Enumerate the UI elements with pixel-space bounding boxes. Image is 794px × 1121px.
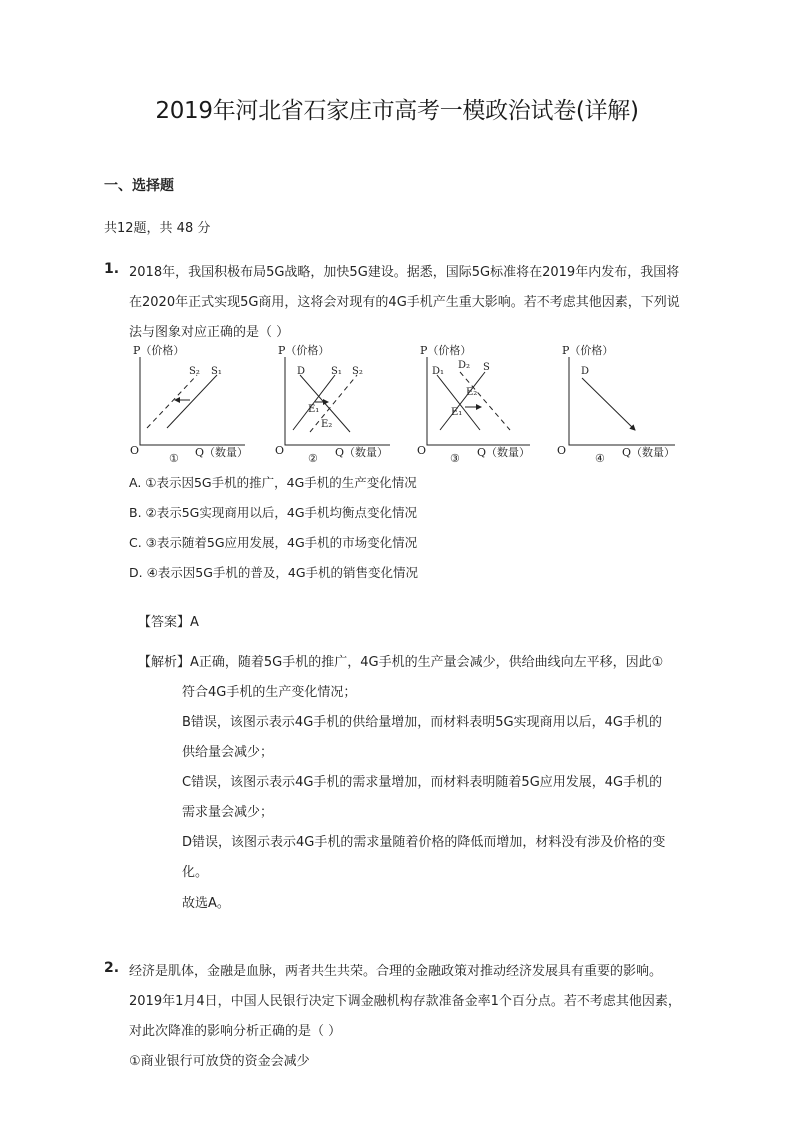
curve-label: S₁ — [331, 366, 342, 377]
origin-label: O — [557, 444, 567, 457]
analysis-line: C错误，该图示表示4G手机的需求量增加，而材料表明随着5G应用发展，4G手机的 — [182, 775, 663, 790]
question-1-number: 1. — [104, 261, 120, 277]
graph-2 — [275, 343, 388, 465]
graph-number: ② — [308, 452, 318, 465]
point-label: E₂ — [466, 387, 478, 398]
question-2-line: 经济是肌体，金融是血脉，两者共生共荣。合理的金融政策对推动经济发展具有重要的影响。 — [129, 964, 663, 979]
curve-label: D — [581, 366, 590, 377]
question-2-line: ①商业银行可放贷的资金会减少 — [129, 1054, 310, 1069]
y-axis-label: P（价格） — [278, 344, 330, 357]
analysis-label: 【解析】 — [138, 655, 191, 670]
analysis-line: 符合4G手机的生产变化情况； — [182, 685, 357, 700]
origin-label: O — [275, 444, 285, 457]
analysis-line: D错误，该图示表示4G手机的需求量随着价格的降低而增加，材料没有涉及价格的变 — [182, 835, 666, 850]
curve-label: S₂ — [352, 366, 363, 377]
page-title: 2019年河北省石家庄市高考一模政治试卷(详解) — [155, 98, 639, 124]
x-axis-label: Q（数量） — [477, 446, 531, 459]
question-1-line: 2018年，我国积极布局5G战略，加快5G建设。据悉，国际5G标准将在2019年内发布，我国将 — [129, 265, 680, 280]
option-a: A. ①表示因5G手机的推广，4G手机的生产变化情况 — [129, 475, 417, 490]
question-2-number: 2. — [104, 960, 120, 976]
curve-label: S — [483, 362, 490, 373]
x-axis-label: Q（数量） — [335, 446, 389, 459]
question-1-line: 法与图象对应正确的是（ ） — [129, 325, 290, 340]
analysis-line: 化。 — [182, 865, 209, 880]
option-b: B. ②表示5G实现商用以后，4G手机均衡点变化情况 — [129, 505, 418, 520]
answer-value: A — [190, 615, 199, 630]
section-heading: 一、选择题 — [104, 178, 174, 194]
y-axis-label: P（价格） — [420, 344, 472, 357]
curve-label: D₁ — [432, 366, 445, 377]
analysis-line: A正确，随着5G手机的推广，4G手机的生产量会减少，供给曲线向左平移，因此① — [190, 655, 664, 670]
graph-1 — [130, 343, 248, 465]
origin-label: O — [130, 444, 140, 457]
graph-4 — [557, 343, 675, 465]
y-axis-label: P（价格） — [133, 344, 185, 357]
question-summary: 共12题，共 48 分 — [104, 221, 211, 236]
graph-3 — [417, 343, 530, 465]
graph-number: ④ — [595, 452, 605, 465]
analysis-line: 需求量会减少； — [182, 805, 274, 820]
supply-demand-graphs — [125, 340, 695, 465]
point-label: E₁ — [308, 404, 320, 415]
analysis-line: 故选A。 — [182, 896, 230, 911]
curve-label: D — [297, 366, 306, 377]
question-2-line: 对此次降准的影响分析正确的是（ ） — [129, 1024, 342, 1039]
curve-label: D₂ — [458, 360, 471, 371]
origin-label: O — [417, 444, 427, 457]
answer-row — [138, 611, 199, 630]
option-c: C. ③表示随着5G应用发展，4G手机的市场变化情况 — [129, 535, 418, 550]
question-1-line: 在2020年正式实现5G商用，这将会对现有的4G手机产生重大影响。若不考虑其他因素，下列说 — [129, 295, 680, 310]
point-label: E₁ — [451, 407, 463, 418]
x-axis-label: Q（数量） — [622, 446, 676, 459]
analysis-line: 供给量会减少； — [182, 745, 274, 760]
y-axis-label: P（价格） — [562, 344, 614, 357]
graph-number: ① — [169, 452, 179, 465]
x-axis-label: Q（数量） — [195, 446, 249, 459]
question-2-line: 2019年1月4日，中国人民银行决定下调金融机构存款准备金率1个百分点。若不考虑其他因素， — [129, 994, 681, 1009]
analysis-line: B错误，该图示表示4G手机的供给量增加，而材料表明5G实现商用以后，4G手机的 — [182, 715, 662, 730]
graph-number: ③ — [450, 452, 460, 465]
point-label: E₂ — [321, 419, 333, 430]
curve-label: S₂ — [189, 366, 200, 377]
answer-label: 【答案】 — [138, 615, 191, 630]
curve-label: S₁ — [211, 366, 222, 377]
option-d: D. ④表示因5G手机的普及，4G手机的销售变化情况 — [129, 565, 419, 580]
